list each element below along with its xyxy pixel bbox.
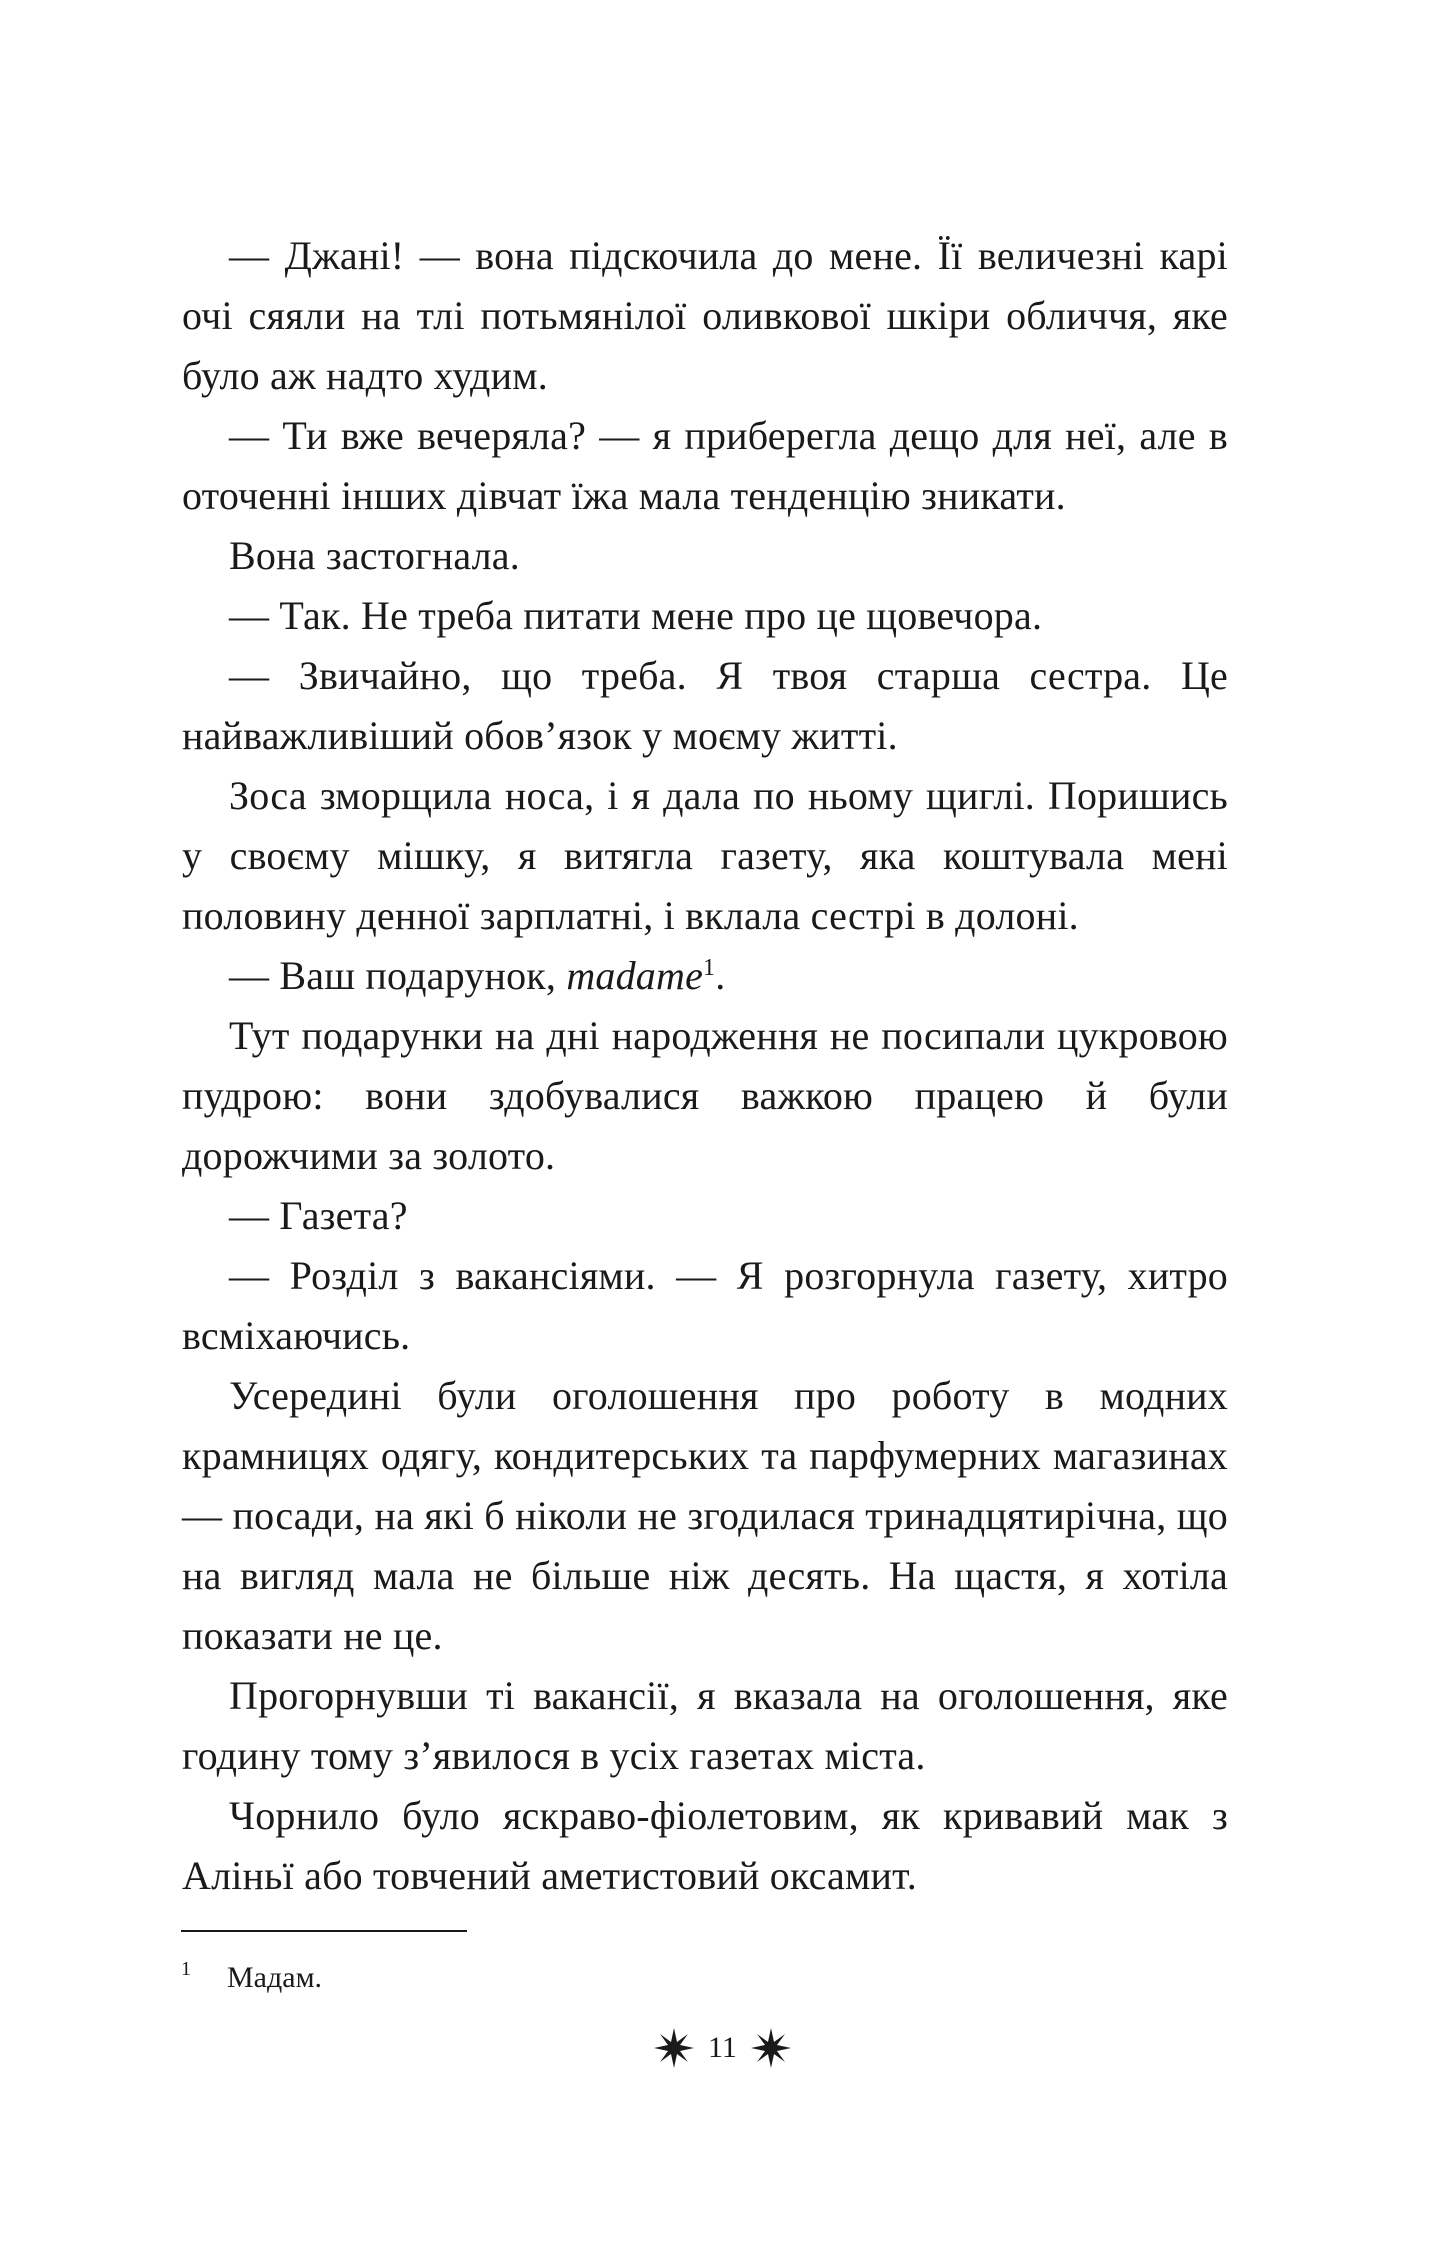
body-text xyxy=(182,226,1228,1906)
italic-word: madame xyxy=(566,953,704,998)
paragraph: Прогорнувши ті вакансії, я вказала на оголошення, яке годину тому з’явилося в усіх газетах міста. xyxy=(182,1673,1228,1778)
paragraph: — Так. Не треба питати мене про це щовечора. xyxy=(229,593,1043,638)
paragraph: — Звичайно, що треба. Я твоя старша сестра. Це найважливіший обов’язок у моєму житті. xyxy=(182,653,1228,758)
paragraph: — Джані! — вона підскочила до мене. Її величезні карі очі сяяли на тлі потьмянілої оливкової шкіри обличчя, яке було аж надто худим. xyxy=(182,233,1228,398)
paragraph: Чорнило було яскраво-фіолетовим, як кривавий мак з Аліньї або товчений аметистовий оксамит. xyxy=(182,1793,1228,1898)
page-footer xyxy=(0,2018,1445,2078)
gift-prefix: — Ваш подарунок, xyxy=(229,953,567,998)
footnote-text: Мадам. xyxy=(227,1961,323,1994)
footnote: 1 Мадам. xyxy=(181,1958,323,1994)
paragraph: — Ти вже вечеряла? — я приберегла дещо для неї, але в оточенні інших дівчат їжа мала тенденцію зникати. xyxy=(182,413,1228,518)
eight-point-star-icon xyxy=(751,2028,791,2068)
gift-paragraph xyxy=(182,946,1228,1006)
page-number: 11 xyxy=(708,2031,737,2064)
footnote-reference[interactable]: 1 xyxy=(703,955,716,981)
paragraph: Тут подарунки на дні народження не посипали цукровою пудрою: вони здобувалися важкою працею й були дорожчими за золото. xyxy=(182,1013,1228,1178)
paragraph: Вона застогнала. xyxy=(229,533,520,578)
eight-point-star-icon xyxy=(654,2028,694,2068)
paragraph: Усередині були оголошення про роботу в модних крамницях одягу, кондитерських та парфумерних магазинах — посади, на які б ніколи не згодилася тринадцятирічна, що на вигляд мала не більше ніж десять. На щастя, я хотіла показати не це. xyxy=(182,1373,1228,1658)
footnote-divider xyxy=(181,1930,467,1932)
paragraph: — Розділ з вакансіями. — Я розгорнула газету, хитро всміхаючись. xyxy=(182,1253,1228,1358)
paragraph: — Газета? xyxy=(229,1193,408,1238)
paragraph: Зоса зморщила носа, і я дала по ньому щиглі. Поришись у своєму мішку, я витягла газету, яка коштувала мені половину денної зарплатні, і вклала сестрі в долоні. xyxy=(182,773,1228,938)
gift-suffix: . xyxy=(715,953,726,998)
